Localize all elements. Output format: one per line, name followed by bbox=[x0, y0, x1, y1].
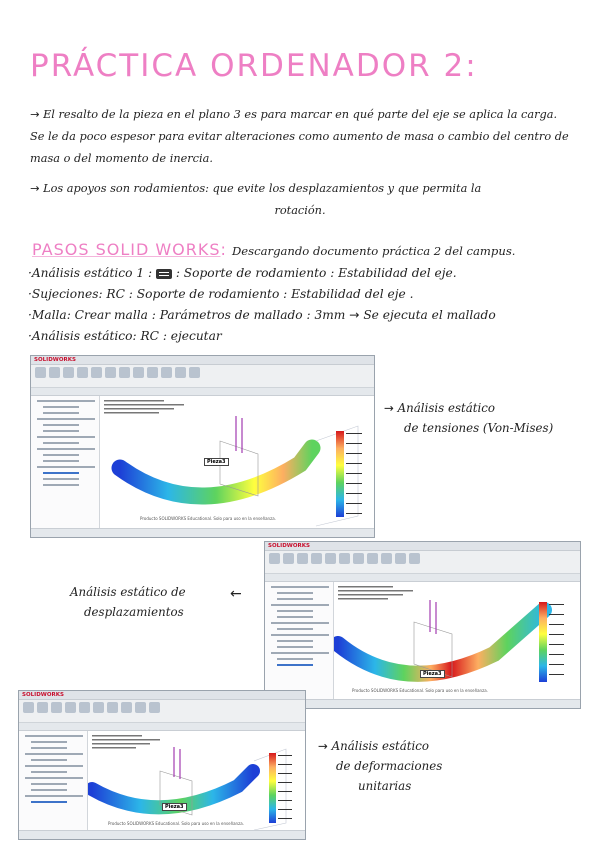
command-tabs[interactable] bbox=[31, 388, 374, 396]
window-titlebar bbox=[19, 691, 305, 700]
shaft-model bbox=[100, 396, 374, 527]
tool-icon[interactable] bbox=[35, 367, 46, 378]
tool-icon[interactable] bbox=[23, 702, 34, 713]
step-label: Análisis estático 1 bbox=[31, 266, 145, 280]
text-info-lines bbox=[104, 400, 184, 414]
step-analisis-estatico-1 bbox=[28, 266, 457, 280]
tool-icon[interactable] bbox=[49, 367, 60, 378]
step-colon: : bbox=[147, 266, 153, 280]
step-sujeciones bbox=[28, 287, 413, 301]
status-bar bbox=[19, 830, 305, 839]
solidworks-logo: SOLIDWORKS bbox=[268, 543, 310, 549]
watermark: Producto SOLIDWORKS Educational. Solo para uso en la enseñanza. bbox=[352, 688, 488, 693]
section-heading-colon: : bbox=[220, 240, 227, 259]
legend-tick-lines bbox=[346, 433, 362, 514]
tool-icon[interactable] bbox=[63, 367, 74, 378]
status-bar bbox=[265, 699, 580, 708]
step-text: : Soporte de rodamiento : Estabilidad del eje. bbox=[175, 266, 457, 280]
caption-line2: de tensiones (Von-Mises) bbox=[404, 421, 554, 435]
step-bullet: · bbox=[28, 287, 32, 301]
tool-icon[interactable] bbox=[381, 553, 392, 564]
caption-tensiones bbox=[384, 398, 553, 438]
arrow-left-icon: → bbox=[384, 401, 394, 415]
step-label: Sujeciones bbox=[31, 287, 99, 301]
tool-icon[interactable] bbox=[119, 367, 130, 378]
tool-icon[interactable] bbox=[297, 553, 308, 564]
graphics-viewport[interactable] bbox=[100, 396, 374, 528]
tool-icon[interactable] bbox=[51, 702, 62, 713]
legend-tick-lines bbox=[278, 755, 292, 819]
tool-icon[interactable] bbox=[93, 702, 104, 713]
section-heading-pasos bbox=[32, 240, 515, 259]
window-titlebar bbox=[31, 356, 374, 365]
feature-tree[interactable] bbox=[31, 396, 100, 528]
page-title: PRÁCTICA ORDENADOR 2: bbox=[30, 48, 478, 84]
caption-desplazamientos bbox=[70, 582, 186, 622]
text-info-lines bbox=[92, 735, 160, 749]
arrow-left-icon: ← bbox=[230, 586, 242, 602]
section-description: Descargando documento práctica 2 del campus. bbox=[232, 244, 516, 258]
part-tag: Pieza3 bbox=[162, 803, 187, 811]
tool-icon[interactable] bbox=[149, 702, 160, 713]
tool-icon[interactable] bbox=[91, 367, 102, 378]
arrow-right-icon: → bbox=[318, 739, 328, 753]
graphics-viewport[interactable] bbox=[88, 731, 305, 830]
color-legend bbox=[269, 753, 276, 823]
tool-icon[interactable] bbox=[409, 553, 420, 564]
step-label: Malla bbox=[31, 308, 67, 322]
toolbar-icon bbox=[156, 269, 172, 279]
status-bar bbox=[31, 528, 374, 537]
part-tag: Pieza3 bbox=[420, 670, 445, 678]
screenshot-desplazamientos bbox=[264, 541, 581, 709]
step-text: : RC : ejecutar bbox=[132, 329, 222, 343]
tool-icon[interactable] bbox=[353, 553, 364, 564]
watermark: Producto SOLIDWORKS Educational. Solo para uso en la enseñanza. bbox=[108, 821, 244, 826]
tool-icon[interactable] bbox=[105, 367, 116, 378]
tool-icon[interactable] bbox=[269, 553, 280, 564]
note-text: El resalto de la pieza en el plano 3 es para marcar en qué parte del eje se aplica la carga. Se le da poco espesor para evitar alteraciones como aumento de masa o cambio del centro de masa o del momento de inercia. bbox=[30, 108, 569, 165]
note-text-line1: Los apoyos son rodamientos: que evite los desplazamientos y que permita la bbox=[43, 182, 482, 195]
tool-icon[interactable] bbox=[135, 702, 146, 713]
tool-icon[interactable] bbox=[283, 553, 294, 564]
color-legend bbox=[539, 602, 547, 682]
tool-icon[interactable] bbox=[79, 702, 90, 713]
arrow-right-icon: → bbox=[349, 308, 360, 322]
note-resalto bbox=[30, 104, 570, 170]
step-bullet: · bbox=[28, 329, 32, 343]
note-apoyos bbox=[30, 178, 570, 222]
screenshot-tensiones bbox=[30, 355, 375, 538]
step-bullet: · bbox=[28, 308, 32, 322]
text-info-lines bbox=[338, 586, 413, 600]
tool-icon[interactable] bbox=[65, 702, 76, 713]
color-legend bbox=[336, 431, 344, 517]
step-analisis-estatico bbox=[28, 329, 222, 343]
legend-tick-lines bbox=[549, 604, 564, 675]
arrow-right-icon: → bbox=[30, 108, 40, 121]
solidworks-logo: SOLIDWORKS bbox=[22, 692, 64, 698]
ribbon-toolbar bbox=[31, 365, 374, 388]
tool-icon[interactable] bbox=[339, 553, 350, 564]
caption-deformaciones bbox=[318, 736, 442, 796]
command-tabs[interactable] bbox=[19, 723, 305, 731]
step-malla bbox=[28, 308, 496, 322]
step-after: Se ejecuta el mallado bbox=[363, 308, 496, 322]
tool-icon[interactable] bbox=[37, 702, 48, 713]
caption-line3: unitarias bbox=[358, 779, 412, 793]
step-text: : RC : Soporte de rodamiento : Estabilidad del eje . bbox=[98, 287, 414, 301]
caption-line2: de deformaciones bbox=[336, 759, 443, 773]
tool-icon[interactable] bbox=[121, 702, 132, 713]
feature-tree[interactable] bbox=[19, 731, 88, 830]
part-tag: Pieza3 bbox=[204, 458, 229, 466]
screenshot-deformaciones bbox=[18, 690, 306, 840]
feature-tree[interactable] bbox=[265, 582, 334, 699]
caption-line1: Análisis estático de bbox=[70, 585, 186, 599]
caption-line2: desplazamientos bbox=[84, 605, 184, 619]
tool-icon[interactable] bbox=[367, 553, 378, 564]
tool-icon[interactable] bbox=[147, 367, 158, 378]
tool-icon[interactable] bbox=[395, 553, 406, 564]
step-text: : Crear malla : Parámetros de mallado : 3mm bbox=[66, 308, 346, 322]
arrow-right-icon: → bbox=[30, 182, 40, 195]
tool-icon[interactable] bbox=[189, 367, 200, 378]
watermark: Producto SOLIDWORKS Educational. Solo para uso en la enseñanza. bbox=[140, 516, 276, 521]
tool-icon[interactable] bbox=[77, 367, 88, 378]
command-tabs[interactable] bbox=[265, 574, 580, 582]
ribbon-toolbar bbox=[265, 551, 580, 574]
window-titlebar bbox=[265, 542, 580, 551]
solidworks-logo: SOLIDWORKS bbox=[34, 357, 76, 363]
caption-line1: Análisis estático bbox=[331, 739, 429, 753]
ribbon-toolbar bbox=[19, 700, 305, 723]
tool-icon[interactable] bbox=[133, 367, 144, 378]
tool-icon[interactable] bbox=[107, 702, 118, 713]
shaft-model bbox=[334, 582, 580, 699]
tool-icon[interactable] bbox=[311, 553, 322, 564]
tool-icon[interactable] bbox=[325, 553, 336, 564]
section-heading-text: PASOS SOLID WORKS bbox=[32, 240, 221, 259]
tool-icon[interactable] bbox=[175, 367, 186, 378]
note-text-line2: rotación. bbox=[274, 204, 326, 217]
step-bullet: · bbox=[28, 266, 32, 280]
shaft-model bbox=[88, 731, 305, 830]
caption-line1: Análisis estático bbox=[397, 401, 495, 415]
step-label: Análisis estático bbox=[31, 329, 133, 343]
graphics-viewport[interactable] bbox=[334, 582, 580, 699]
tool-icon[interactable] bbox=[161, 367, 172, 378]
